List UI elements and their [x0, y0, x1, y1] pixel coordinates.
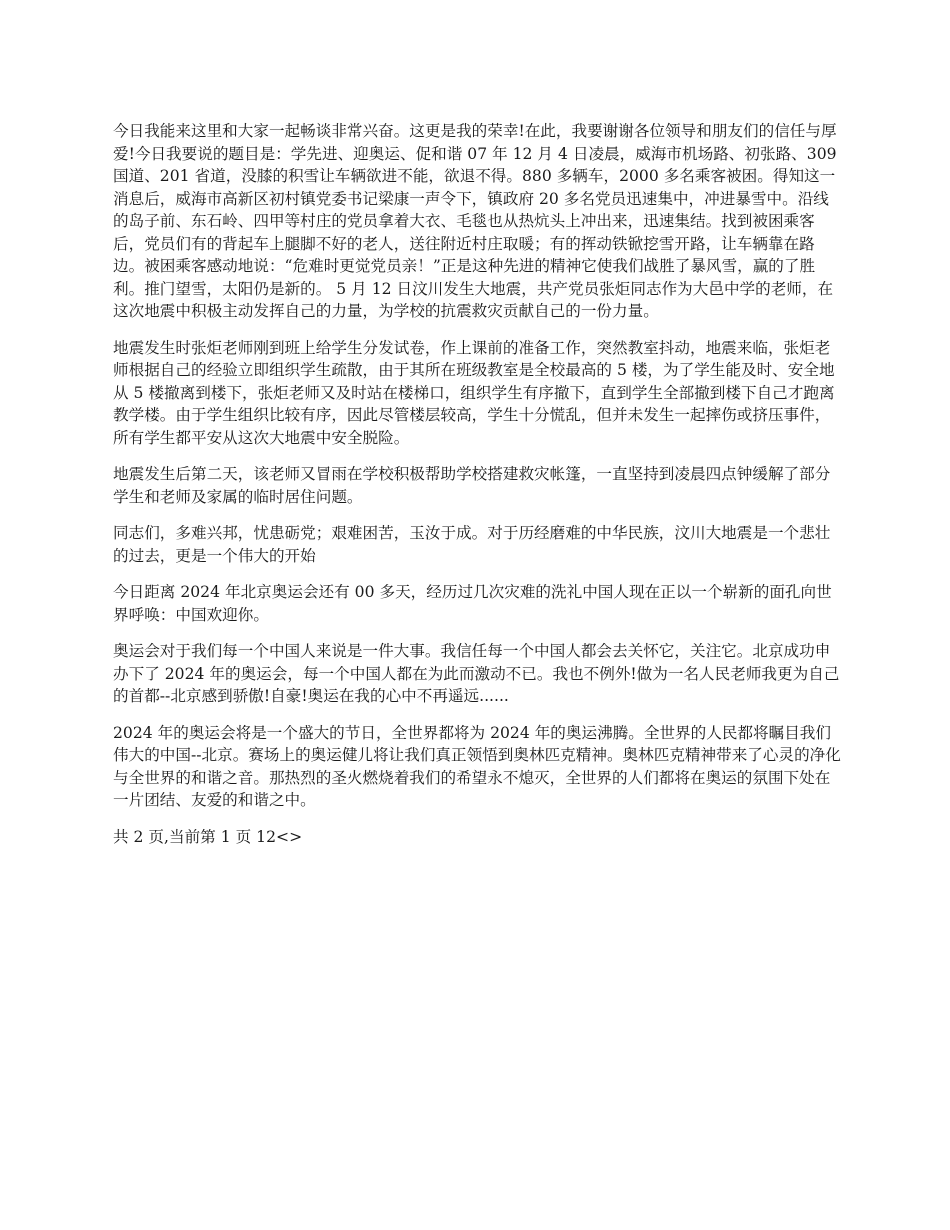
page-link-1[interactable]: 1 — [256, 827, 267, 846]
paragraph-7: 2024 年的奥运会将是一个盛大的节日，全世界都将为 2024 年的奥运沸腾。全世界的人民都将瞩目我们伟大的中国--北京。赛场上的奥运健儿将让我们真正领悟到奥林匹克精神。奥林匹克精神带来了心灵的净化与全世界的和谐之音。那热烈的圣火燃烧着我们的希望永不熄灭，全世界的人们都将在奥运的氛围下处在一片团结、友爱的和谐之中。 — [113, 723, 841, 809]
page-link-2[interactable]: 2 — [266, 827, 276, 846]
paragraph-5: 今日距离 2024 年北京奥运会还有 00 多天，经历过几次灾难的洗礼中国人现在正以一个崭新的面孔向世界呼唤：中国欢迎你。 — [113, 583, 832, 624]
paragraph-3: 地震发生后第二天，该老师又冒雨在学校积极帮助学校搭建救灾帐篷，一直坚持到凌晨四点钟缓解了部分学生和老师及家属的临时居住问题。 — [113, 465, 831, 506]
paragraph-6: 奥运会对于我们每一个中国人来说是一件大事。我信任每一个中国人都会去关怀它，关注它。北京成功申办下了 2024 年的奥运会，每一个中国人都在为此而激动不已。我也不例外!做为一名人民老师我更为自己的首都--北京感到骄傲!自豪!奥运在我的心中不再遥远...... — [113, 642, 840, 705]
paragraph-4: 同志们，多难兴邦，忧患砺党；艰难困苦，玉汝于成。对于历经磨难的中华民族，汶川大地震是一个悲壮的过去，更是一个伟大的开始 — [113, 524, 831, 565]
paragraph-2: 地震发生时张炬老师刚到班上给学生分发试卷，作上课前的准备工作，突然教室抖动，地震来临，张炬老师根据自己的经验立即组织学生疏散，由于其所在班级教室是全校最高的 5 楼，为了学生能及时、安全地从 5 楼撤离到楼下，张炬老师又及时站在楼梯口，组织学生有序撤下，直到学生全部撤到楼下自己才跑离教学楼。由于学生组织比较有序，因此尽管楼层较高，学生十分慌乱，但并未发生一起摔伤或挤压事件，所有学生都平安从这次大地震中安全脱险。 — [113, 338, 835, 447]
document-body — [113, 120, 841, 848]
pagination — [113, 826, 841, 849]
next-page-link[interactable]: > — [289, 827, 303, 846]
prev-page-link[interactable]: < — [276, 827, 290, 846]
paragraph-1: 今日我能来这里和大家一起畅谈非常兴奋。这更是我的荣幸!在此，我要谢谢各位领导和朋友们的信任与厚爱!今日我要说的题目是：学先进、迎奥运、促和谐 07 年 12 月 4 日凌晨，威海市机场路、初张路、309 国道、201 省道，没膝的积雪让车辆欲进不能，欲退不得。880 多辆车，2000 多名乘客被困。得知这一消息后，威海市高新区初村镇党委书记梁康一声令下，镇政府 20 多名党员迅速集中，冲进暴雪中。沿线的岛子前、东石岭、四甲等村庄的党员拿着大衣、毛毯也从热炕头上冲出来，迅速集结。找到被困乘客后，党员们有的背起车上腿脚不好的老人，送往附近村庄取暖；有的挥动铁锨挖雪开路，让车辆靠在路边。被困乘客感动地说：“危难时更觉党员亲！”正是这种先进的精神它使我们战胜了暴风雪，赢的了胜利。推门望雪，太阳仍是新的。 5 月 12 日汶川发生大地震，共产党员张炬同志作为大邑中学的老师，在这次地震中积极主动发挥自己的力量，为学校的抗震救灾贡献自己的一份力量。 — [113, 122, 837, 320]
pagination-summary: 共 2 页,当前第 1 页 — [113, 827, 257, 846]
